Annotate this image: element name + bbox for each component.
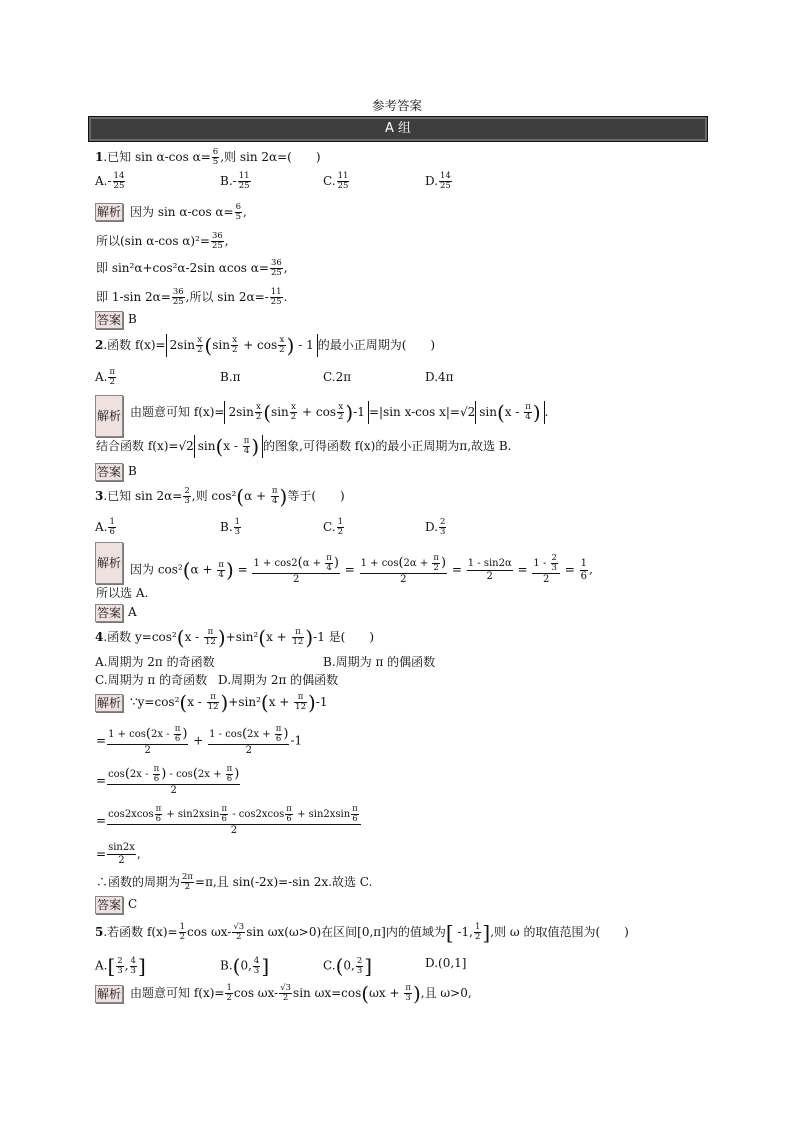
question-1: 1.已知 sin α-cos α= $\frac{6}{5}$ ,则 sin 2α=( ) (95, 147, 321, 167)
q5-option-b[interactable]: B.(0, $\frac{4}{3}$ ] (220, 954, 270, 978)
q1-solution-line-2: 所以(sin α-cos α)²= $\frac{36}{25}$ , (96, 231, 229, 251)
q2-answer: B (128, 464, 137, 478)
analysis-tag: 解析 (97, 987, 122, 1001)
q5-option-d[interactable]: D.(0,1] (425, 956, 467, 970)
q1-option-b[interactable]: B.- $\frac{11}{25}$ (220, 171, 250, 191)
q2-option-b[interactable]: B.π (220, 370, 241, 384)
q5-solution-line-1: 由题意可知 f(x)= $\frac{1}{2}$ cos ωx- $\frac{√3}{2}$ sin ωx=cos(ωx + $\frac{\pi}{3}$ ),且 ω>0, (130, 981, 472, 1006)
analysis-tag: 解析 (97, 205, 122, 219)
q2-solution-line-2: 结合函数 f(x)=√2 sin(x - $\frac{\pi}{4}$ ) 的图象,可得函数 f(x)的最小正周期为π,故选 B. (96, 434, 512, 459)
q5-option-c[interactable]: C.(0, $\frac{2}{3}$ ] (323, 954, 373, 978)
q3-solution-line-2: 所以选 A. (96, 586, 149, 600)
answer-tag: 答案 (97, 313, 122, 327)
analysis-tag: 解析 (95, 542, 123, 584)
q1-solution-line-1: 因为 sin α-cos α= $\frac{6}{5}$ , (130, 202, 247, 222)
question-4: 4.函数 y=cos²(x - $\frac{\pi}{12}$ )+sin²(x + $\frac{\pi}{12}$ )-1 是( ) (95, 625, 375, 650)
q4-solution-line-5: = $\frac{\sin 2x}{2}$ , (96, 842, 141, 866)
answer-tag: 答案 (97, 898, 122, 912)
q3-option-b[interactable]: B. $\frac{1}{3}$ (220, 517, 241, 537)
q4-solution-line-2: = 1 + cos(2x - $\frac{\pi}{6}$ ) 2 + 1 - cos(2x + $\frac{\pi}{6}$ ) 2 -1 (96, 724, 303, 756)
answer-tag: 答案 (97, 465, 122, 479)
q1-solution-line-3: 即 sin²α+cos²α-2sin αcos α= $\frac{36}{25}$ , (96, 258, 288, 278)
q4-solution-line-6: ∴函数的周期为 $\frac{2\pi}{2}$ =π,且 sin(-2x)=-sin 2x.故选 C. (96, 872, 373, 892)
q5-option-a[interactable]: A.[ $\frac{2}{3}$ , $\frac{4}{3}$ ] (95, 954, 146, 978)
q2-solution-line-1: 由题意可知 f(x)= 2sin $\frac{x}{2}$ (sin $\frac{x}{2}$ + cos $\frac{x}{2}$ )-1 =|sin x-cos x|=√2 sin(x - $\frac{\pi}{4}$ ) . (130, 400, 549, 425)
q3-answer: A (128, 605, 137, 619)
q3-option-c[interactable]: C. $\frac{1}{2}$ (323, 517, 343, 537)
question-2: 2.函数 f(x)= 2sin $\frac{x}{2}$ (sin $\frac{x}{2}$ + cos $\frac{x}{2}$ ) - 1 的最小正周期为( ) (95, 333, 436, 358)
q4-answer: C (128, 897, 138, 911)
q4-option-a[interactable]: A.周期为 2π 的奇函数 (95, 655, 215, 669)
question-3: 3.已知 sin 2α= $\frac{2}{3}$ ,则 cos²(α + $\frac{\pi}{4}$ )等于( ) (95, 484, 345, 509)
q4-option-b[interactable]: B.周期为 π 的偶函数 (323, 655, 436, 669)
q1-option-d[interactable]: D. $\frac{14}{25}$ (425, 171, 451, 191)
q4-solution-line-1: ∵y=cos²(x - $\frac{\pi}{12}$ )+sin²(x + $\frac{\pi}{12}$ )-1 (130, 690, 328, 715)
q3-option-d[interactable]: D. $\frac{2}{3}$ (425, 517, 446, 537)
analysis-tag: 解析 (97, 696, 122, 710)
analysis-tag: 解析 (95, 395, 123, 437)
q3-solution-line-1: 因为 cos²(α + $\frac{\pi}{4}$ ) = 1 + cos2(α + $\frac{\pi}{4}$ ) 2 = 1 + cos(2α + $\frac{\pi}{2}$ ) 2 = $\frac{1 - \sin 2\alpha}{2}$ = 1 - $\frac{2}{3}$ 2 = $\frac{1}{6}$ , (130, 553, 593, 585)
question-5: 5.若函数 f(x)= $\frac{1}{2}$ cos ωx- $\frac{√3}{2}$ sin ωx(ω>0)在区间[0,π]内的值域为[ -1, $\frac{1}{2}$ ],则 ω 的取值范围为( ) (95, 920, 629, 945)
q1-option-c[interactable]: C. $\frac{11}{25}$ (323, 171, 349, 191)
section-header: A 组 (88, 116, 708, 142)
q4-option-d[interactable]: D.周期为 2π 的偶函数 (218, 673, 339, 687)
q1-solution-line-4: 即 1-sin 2α= $\frac{36}{25}$ ,所以 sin 2α=- $\frac{11}{25}$ . (96, 287, 288, 307)
answer-tag: 答案 (97, 606, 122, 620)
q2-option-d[interactable]: D.4π (425, 370, 454, 384)
q1-option-a[interactable]: A.- $\frac{14}{25}$ (95, 171, 125, 191)
q3-option-a[interactable]: A. $\frac{1}{6}$ (95, 517, 115, 537)
q4-solution-line-4: = cos2xcos $\frac{\pi}{6}$ + sin2xsin $\frac{\pi}{6}$ - cos2xcos $\frac{\pi}{6}$ + sin2xsin $\frac{\pi}{6}$ 2 (96, 805, 362, 837)
q2-option-c[interactable]: C.2π (323, 370, 352, 384)
q2-option-a[interactable]: A. $\frac{\pi}{2}$ (95, 367, 116, 387)
page-title: 参考答案 (371, 98, 422, 113)
q1-answer: B (128, 312, 137, 326)
q4-solution-line-3: = cos(2x - $\frac{\pi}{6}$ ) - cos(2x + $\frac{\pi}{6}$ ) 2 (96, 764, 240, 796)
q4-option-c[interactable]: C.周期为 π 的奇函数 (95, 673, 208, 687)
